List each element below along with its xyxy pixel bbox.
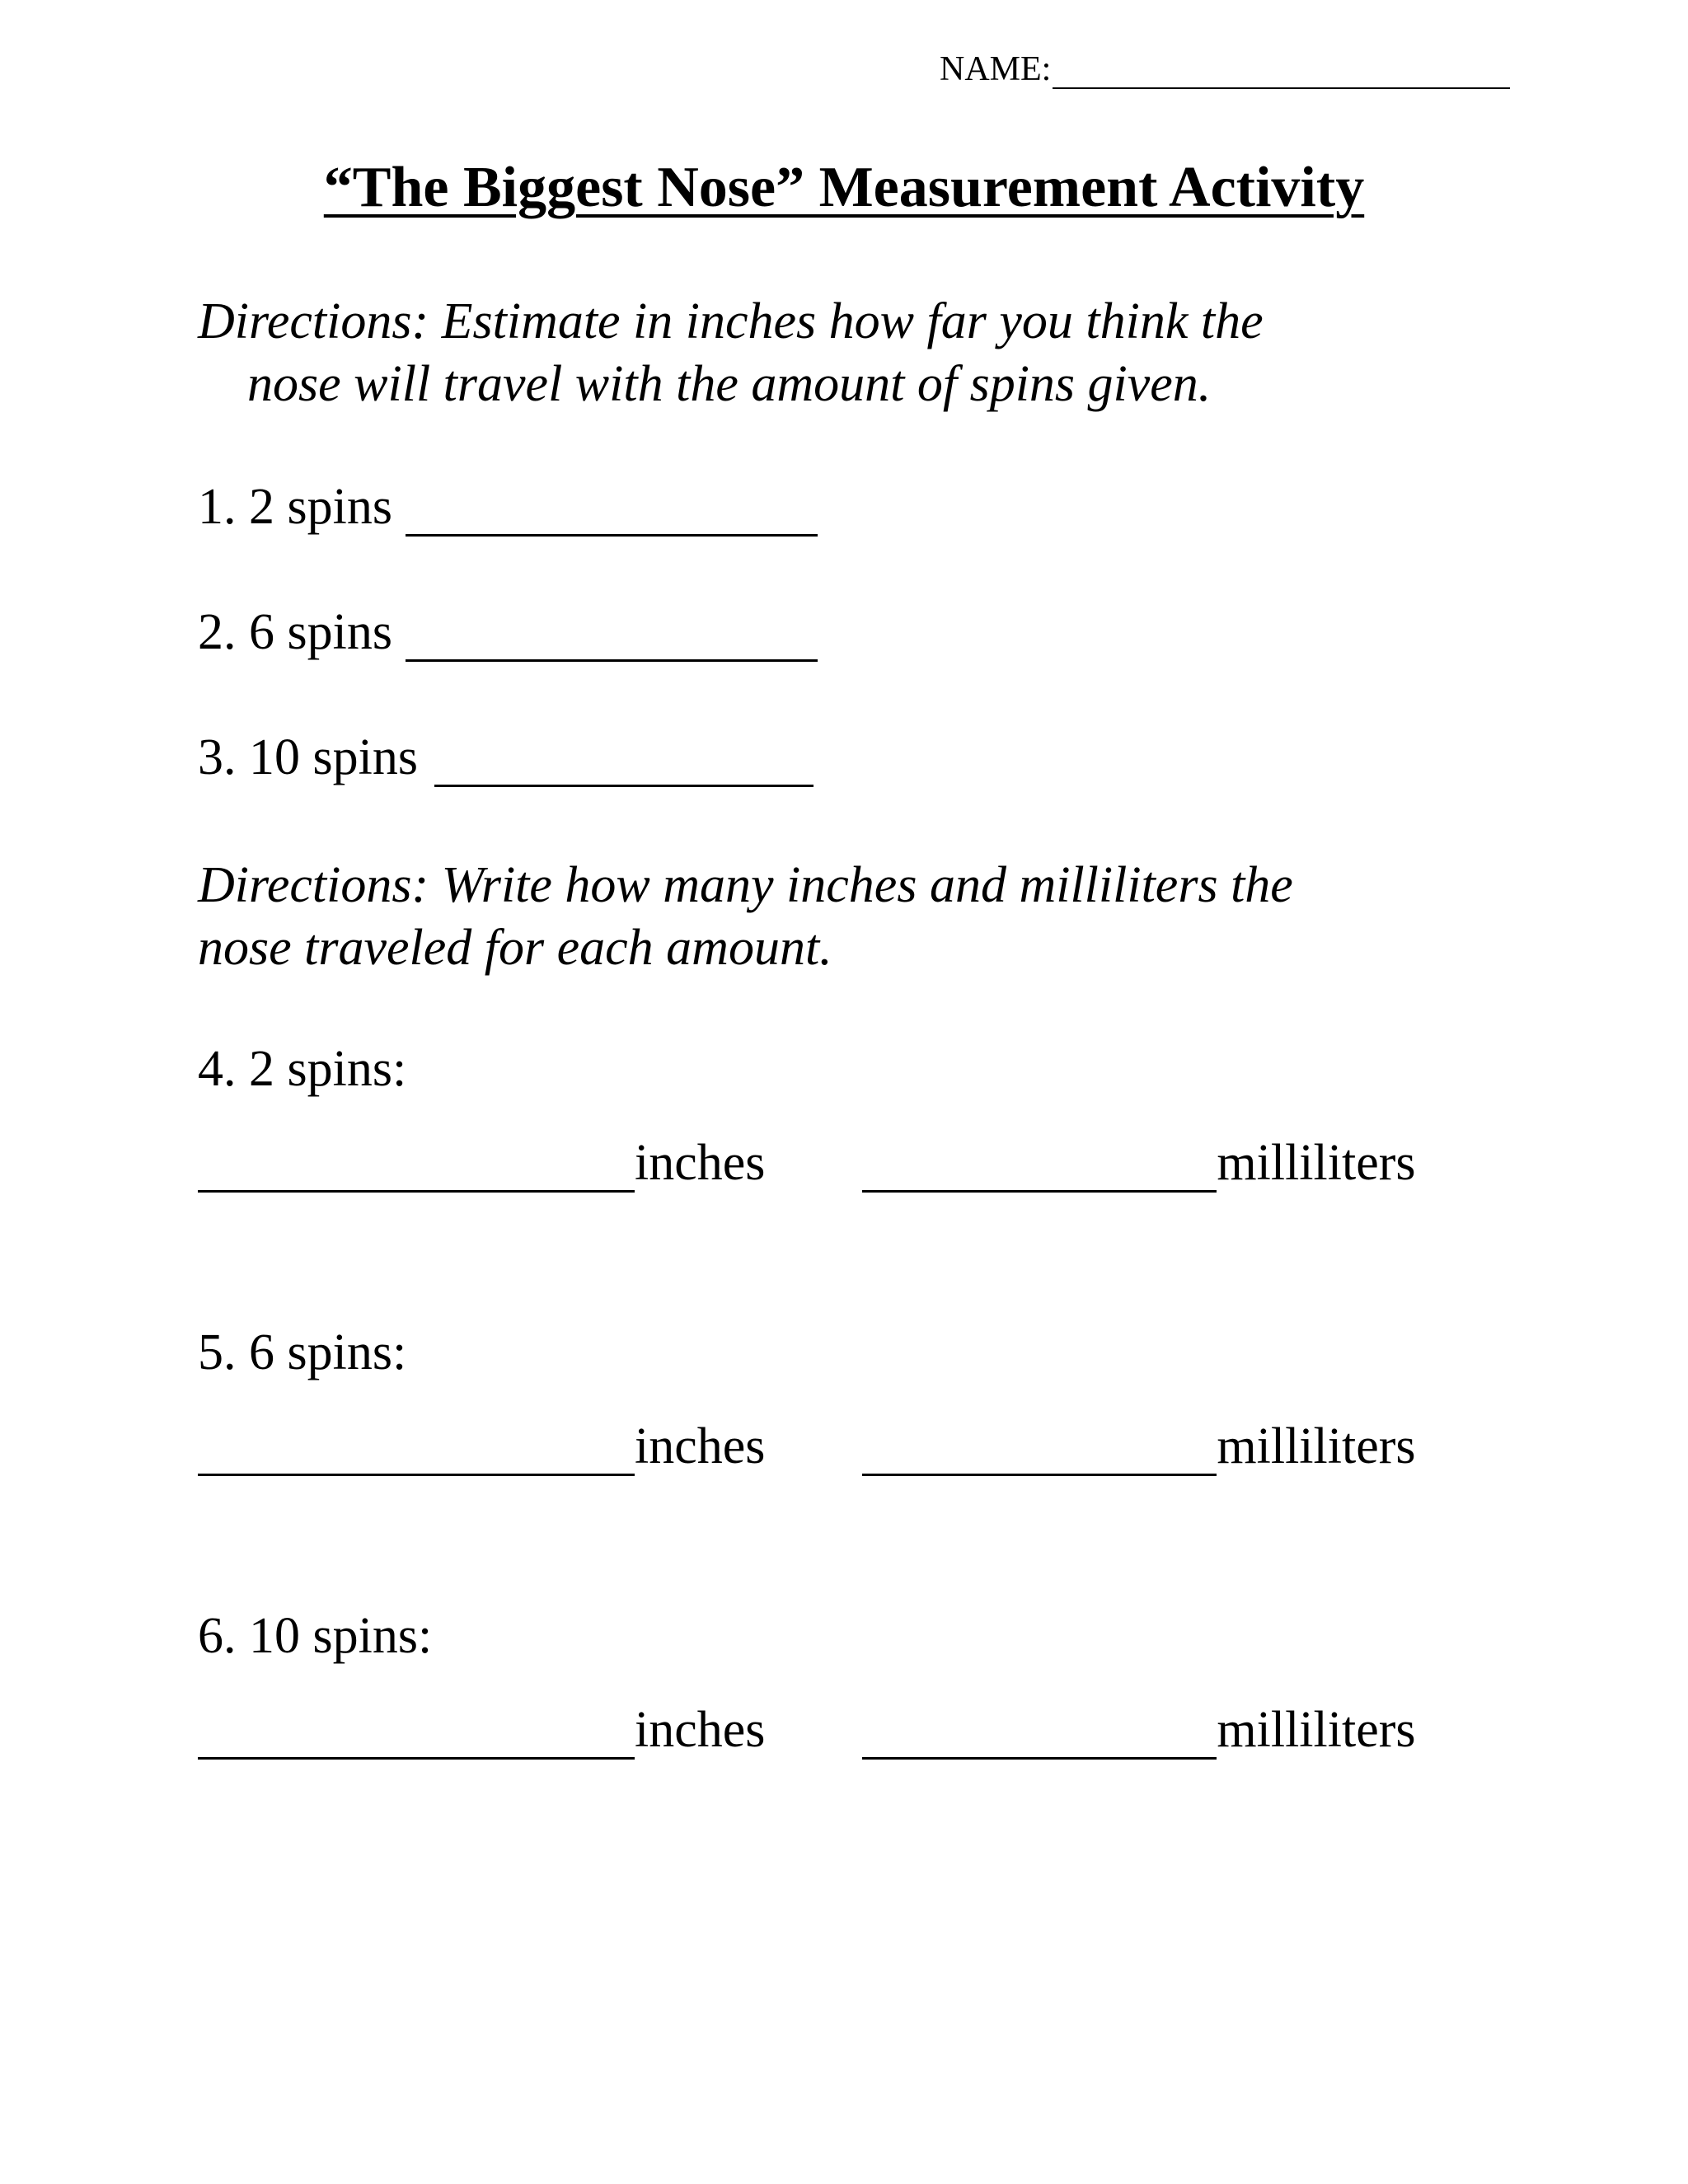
directions-line: Directions: Write how many inches and milliliters the xyxy=(198,857,1293,913)
answer-blank[interactable] xyxy=(406,485,818,537)
milliliters-blank[interactable] xyxy=(862,1141,1217,1193)
answer-blank[interactable] xyxy=(406,610,818,662)
directions-line: nose will travel with the amount of spins given. xyxy=(247,356,1212,412)
directions-estimate xyxy=(198,290,1264,415)
directions-line: nose traveled for each amount. xyxy=(198,920,832,976)
question-label: 2. 6 spins xyxy=(198,604,392,660)
estimate-question-3 xyxy=(198,729,814,787)
question-label: 3. 10 spins xyxy=(198,729,418,785)
inches-unit-label: inches xyxy=(635,1702,766,1758)
measure-question-6-label: 6. 10 spins: xyxy=(198,1608,433,1664)
milliliters-unit-label: milliliters xyxy=(1217,1702,1416,1758)
measure-question-6-answers xyxy=(198,1701,1416,1760)
inches-blank[interactable] xyxy=(198,1708,635,1760)
estimate-question-2 xyxy=(198,603,818,662)
inches-blank[interactable] xyxy=(198,1424,635,1476)
measure-question-4-answers xyxy=(198,1134,1416,1193)
measure-question-5-answers xyxy=(198,1418,1416,1476)
estimate-question-1 xyxy=(198,478,818,537)
directions-line: Directions: Estimate in inches how far you think the xyxy=(198,293,1264,349)
milliliters-blank[interactable] xyxy=(862,1424,1217,1476)
name-input-line[interactable] xyxy=(1053,51,1510,89)
milliliters-unit-label: milliliters xyxy=(1217,1418,1416,1474)
name-label: NAME: xyxy=(940,50,1052,88)
directions-measure xyxy=(198,854,1293,979)
measure-question-4-label: 4. 2 spins: xyxy=(198,1041,407,1097)
page-title: “The Biggest Nose” Measurement Activity xyxy=(323,156,1365,219)
milliliters-blank[interactable] xyxy=(862,1708,1217,1760)
answer-blank[interactable] xyxy=(434,735,814,787)
inches-unit-label: inches xyxy=(635,1418,766,1474)
measure-question-5-label: 5. 6 spins: xyxy=(198,1324,407,1380)
milliliters-unit-label: milliliters xyxy=(1217,1135,1416,1191)
name-field xyxy=(940,49,1510,89)
inches-unit-label: inches xyxy=(635,1135,766,1191)
inches-blank[interactable] xyxy=(198,1141,635,1193)
question-label: 1. 2 spins xyxy=(198,479,392,535)
